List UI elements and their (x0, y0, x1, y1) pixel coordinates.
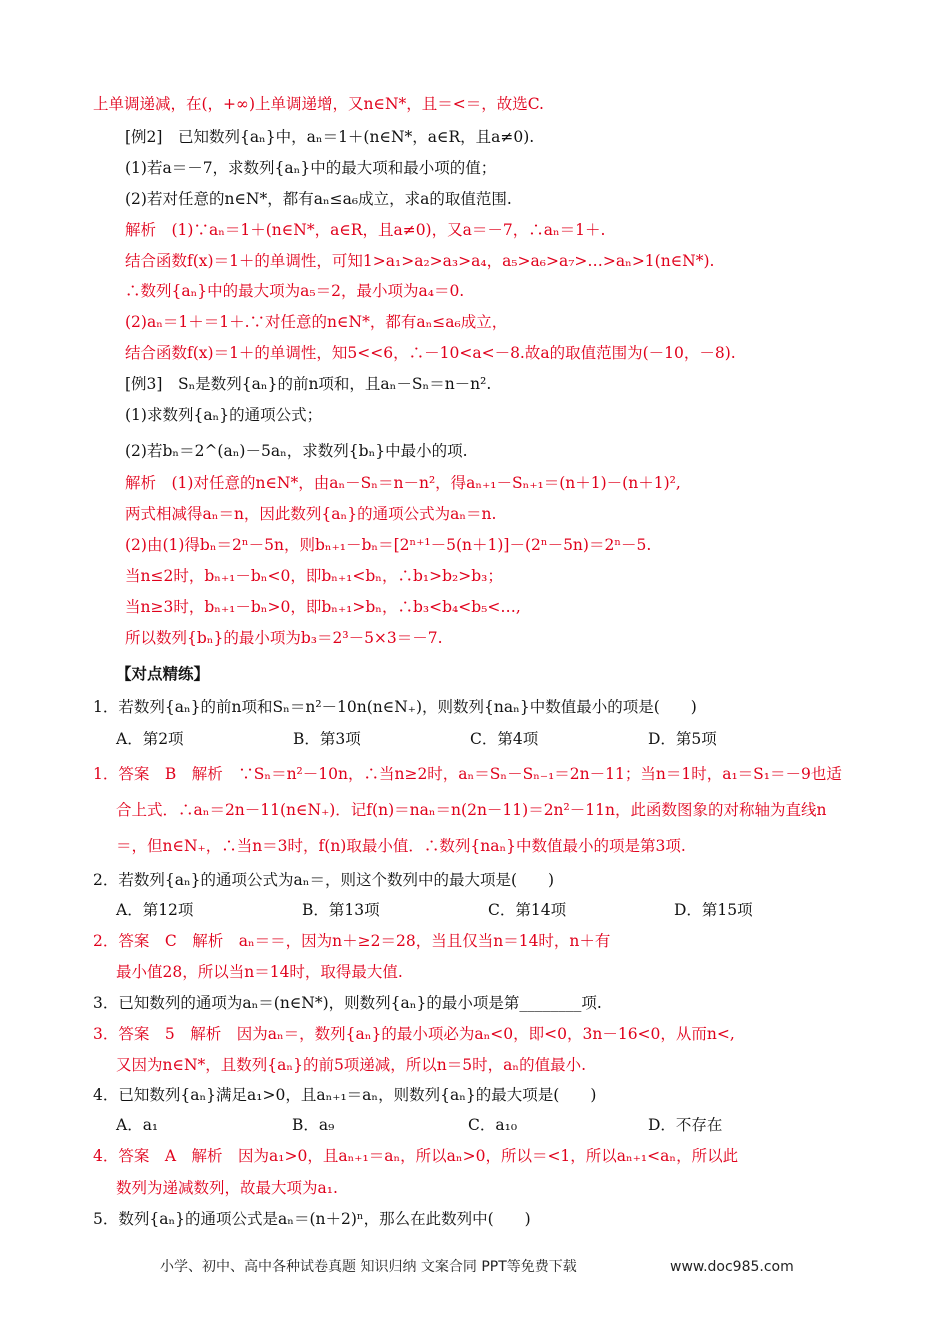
answer-line: 3．答案 5 解析 因为aₙ＝，数列{aₙ}的最小项必为aₙ<0，即<0，3n－16<0，从而n<, (93, 1025, 735, 1043)
question-4: 4．已知数列{aₙ}满足a₁>0，且aₙ₊₁＝aₙ，则数列{aₙ}的最大项是( ) (93, 1086, 597, 1104)
answer-line: 合上式．∴aₙ＝2n－11(n∈N₊)．记f(n)＝naₙ＝n(2n－11)＝2n²－11n，此函数图象的对称轴为直线n (116, 801, 827, 819)
solution-line: ∴数列{aₙ}中的最大项为a₅＝2，最小项为a₄＝0. (125, 282, 465, 300)
answer-line: 4．答案 A 解析 因为a₁>0，且aₙ₊₁＝aₙ，所以aₙ>0，所以＝<1，所以aₙ₊₁<aₙ，所以此 (93, 1147, 739, 1165)
option-d: D．不存在 (648, 1116, 723, 1134)
solution-line: 结合函数f(x)＝1＋的单调性，知5<<6，∴－10<a<－8.故a的取值范围为(－10，－8). (125, 344, 736, 362)
solution-line: (2)由(1)得bₙ＝2ⁿ－5n，则bₙ₊₁－bₙ＝[2ⁿ⁺¹－5(n＋1)]－(2ⁿ－5n)＝2ⁿ－5. (125, 536, 652, 554)
section-heading: 【对点精练】 (116, 665, 210, 683)
answer-line: 1．答案 B 解析 ∵Sₙ＝n²－10n，∴当n≥2时，aₙ＝Sₙ－Sₙ₋₁＝2n－11；当n＝1时，a₁＝S₁＝－9也适 (93, 765, 842, 783)
solution-line: 当n≥3时，bₙ₊₁－bₙ>0，即bₙ₊₁>bₙ，∴b₃<b₄<b₅<…, (125, 598, 521, 616)
solution-line: (2)aₙ＝1＋＝1＋.∵对任意的n∈N*，都有aₙ≤a₆成立， (125, 313, 508, 331)
question-2: 2．若数列{aₙ}的通项公式为aₙ＝，则这个数列中的最大项是( ) (93, 871, 555, 889)
text-line: (1)求数列{aₙ}的通项公式； (125, 406, 323, 424)
solution-line: 当n≤2时，bₙ₊₁－bₙ<0，即bₙ₊₁<bₙ，∴b₁>b₂>b₃； (125, 567, 503, 585)
option-d: D．第5项 (648, 730, 717, 748)
solution-line: 解析 (1)对任意的n∈N*，由aₙ－Sₙ＝n－n²，得aₙ₊₁－Sₙ₊₁＝(n＋1)－(n＋1)², (125, 474, 681, 492)
option-a: A．第12项 (116, 901, 194, 919)
text-line: (2)若对任意的n∈N*，都有aₙ≤a₆成立，求a的取值范围. (125, 190, 512, 208)
solution-line: 结合函数f(x)＝1＋的单调性，可知1>a₁>a₂>a₃>a₄，a₅>a₆>a₇>…>aₙ>1(n∈N*). (125, 252, 715, 270)
option-b: B．a₉ (292, 1116, 335, 1134)
option-b: B．第3项 (293, 730, 361, 748)
example-2-heading: [例2] 已知数列{aₙ}中，aₙ＝1＋(n∈N*，a∈R，且a≠0). (125, 128, 535, 146)
answer-line: 2．答案 C 解析 aₙ＝＝，因为n＋≥2＝28，当且仅当n＝14时，n＋有 (93, 932, 611, 950)
example-3-heading: [例3] Sₙ是数列{aₙ}的前n项和，且aₙ－Sₙ＝n－n². (125, 375, 492, 393)
question-1: 1．若数列{aₙ}的前n项和Sₙ＝n²－10n(n∈N₊)，则数列{naₙ}中数值最小的项是( ) (93, 698, 697, 716)
solution-line: 两式相减得aₙ＝n，因此数列{aₙ}的通项公式为aₙ＝n. (125, 505, 497, 523)
footer-link[interactable]: www.doc985.com (670, 1259, 794, 1275)
text-line: 上单调递减，在(，+∞)上单调递增，又n∈N*，且＝<＝，故选C. (93, 95, 544, 113)
solution-line: 解析 (1)∵aₙ＝1＋(n∈N*，a∈R，且a≠0)，又a＝－7，∴aₙ＝1＋. (125, 221, 606, 239)
answer-line: 又因为n∈N*，且数列{aₙ}的前5项递减，所以n＝5时，aₙ的值最小. (116, 1056, 587, 1074)
text-line: (1)若a＝－7，求数列{aₙ}中的最大项和最小项的值； (125, 159, 497, 177)
option-c: C．a₁₀ (468, 1116, 518, 1134)
option-d: D．第15项 (674, 901, 753, 919)
answer-line: 数列为递减数列，故最大项为a₁. (116, 1179, 338, 1197)
text-line: (2)若bₙ＝2^(aₙ)－5aₙ，求数列{bₙ}中最小的项. (125, 442, 468, 460)
solution-line: 所以数列{bₙ}的最小项为b₃＝2³－5×3＝－7. (125, 629, 443, 647)
question-5: 5．数列{aₙ}的通项公式是aₙ＝(n＋2)ⁿ，那么在此数列中( ) (93, 1210, 531, 1228)
answer-line: ＝，但n∈N₊，∴当n＝3时，f(n)取最小值．∴数列{naₙ}中数值最小的项是第3项. (116, 837, 686, 855)
question-3: 3．已知数列的通项为aₙ＝(n∈N*)，则数列{aₙ}的最小项是第________项. (93, 994, 602, 1012)
option-a: A．第2项 (116, 730, 184, 748)
answer-line: 最小值28，所以当n＝14时，取得最大值. (116, 963, 403, 981)
option-b: B．第13项 (302, 901, 380, 919)
option-c: C．第14项 (488, 901, 567, 919)
footer-text: 小学、初中、高中各种试卷真题 知识归纳 文案合同 PPT等免费下载 (160, 1259, 577, 1275)
option-c: C．第4项 (470, 730, 539, 748)
option-a: A．a₁ (116, 1116, 159, 1134)
